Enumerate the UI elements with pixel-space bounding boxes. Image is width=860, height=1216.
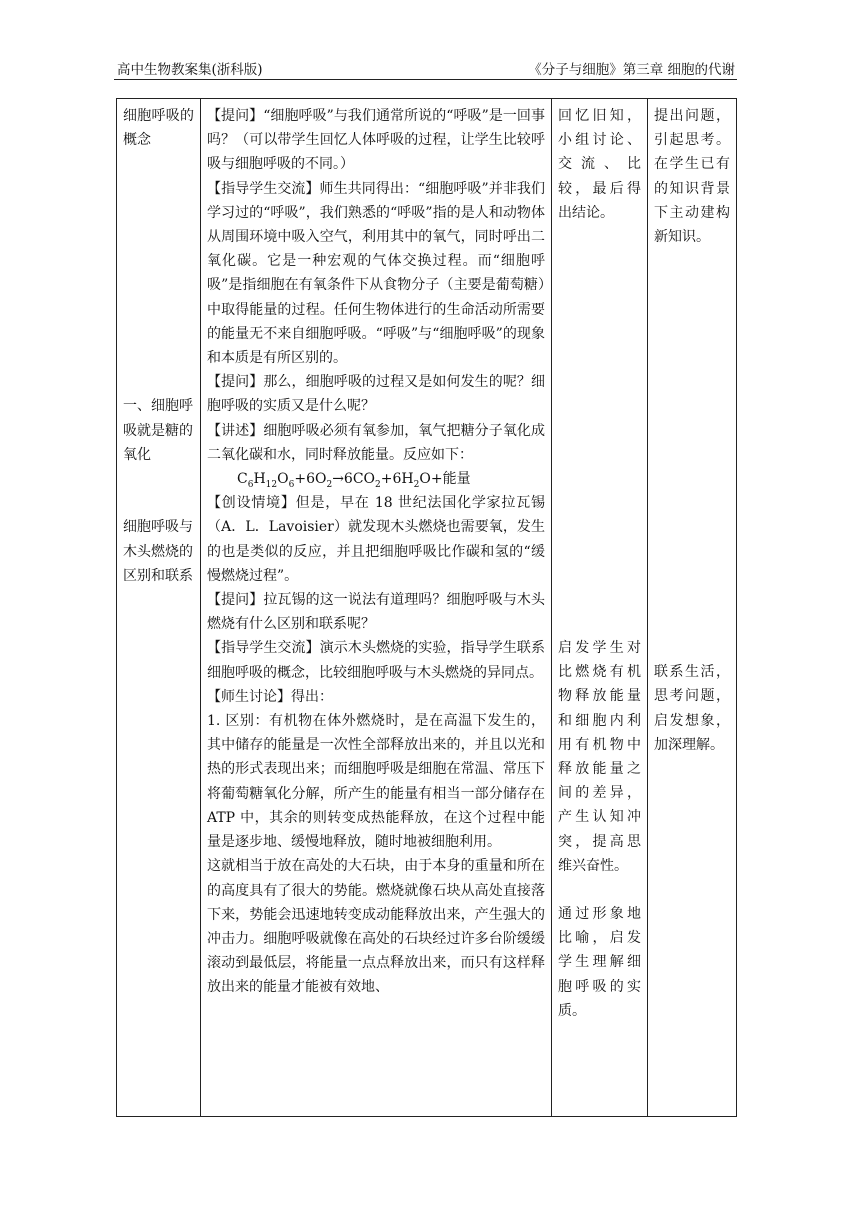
reaction-formula: $C_6H_{12}O_6+6O_2\to 6CO_2+6H_2O+$能量 [237, 471, 471, 490]
topic-sugar-oxidation: 一、细胞呼吸就是糖的氧化 [123, 398, 193, 463]
activity-2: 启发学生对比燃烧有机物释放能量和细胞内利用有机物中释放能量之间的差异，产生认知冲突，提高思维兴奋性。 [558, 640, 641, 874]
activity-1: 回忆旧知，小组讨论、交流、比较，最后得出结论。 [558, 108, 641, 221]
content-discussion: 【师生讨论】得出： [207, 688, 333, 705]
activity-3: 通过形象地比喻，启发学生理解细胞呼吸的实质。 [558, 906, 641, 1019]
content-question-2: 【提问】那么，细胞呼吸的过程又是如何发生的呢？细胞呼吸的实质又是什么呢？ [207, 374, 545, 415]
teaching-content-column [201, 99, 552, 1117]
topic-concept: 细胞呼吸的概念 [123, 108, 194, 149]
header-left: 高中生物教案集(浙科版) [117, 62, 263, 78]
table-row [117, 99, 737, 1117]
topic-burning-comparison: 细胞呼吸与木头燃烧的区别和联系 [123, 519, 193, 584]
content-analogy: 这就相当于放在高处的大石块，由于本身的重量和所在的高度具有了很大的势能。燃烧就像石块从高处直接落下来，势能会迅速地转变成动能释放出来，产生强大的冲击力。细胞呼吸就像在高处的石块经过许多台阶缓缓滚动到最低层，将能量一点点释放出来，而只有这样释放出来的能量才能被有效地、 [207, 858, 545, 996]
content-question-3: 【提问】拉瓦锡的这一说法有道理吗？细胞呼吸与木头燃烧有什么区别和联系呢？ [207, 592, 545, 633]
content-exchange-2: 【指导学生交流】演示木头燃烧的实验，指导学生联系细胞呼吸的概念，比较细胞呼吸与木头燃烧的异同点。 [207, 640, 545, 681]
header-rule [114, 79, 737, 80]
intent-1: 提出问题，引起思考。在学生已有的知识背景下主动建构新知识。 [654, 108, 730, 246]
design-intent-column [648, 99, 737, 1117]
intent-2: 联系生活，思考问题，启发想象，加深理解。 [654, 664, 730, 753]
student-activity-column [552, 99, 648, 1117]
content-lecture: 【讲述】细胞呼吸必须有氧参加，氧气把糖分子氧化成二氧化碳和水，同时释放能量。反应如下： [207, 422, 545, 463]
lesson-table [116, 98, 737, 1117]
content-difference: 1. 区别：有机物在体外燃烧时，是在高温下发生的，其中储存的能量是一次性全部释放出来的，并且以光和热的形式表现出来；而细胞呼吸是细胞在常温、常压下将葡萄糖氧化分解，所产生的能量有相当一部分储存在 ATP 中，其余的则转变成热能释放，在这个过程中能量是逐步地、缓慢地释放，随时地被细胞利用。 [207, 713, 545, 851]
topic-column [117, 99, 201, 1117]
content-question-1: 【提问】“细胞呼吸”与我们通常所说的“呼吸”是一回事吗？（可以带学生回忆人体呼吸的过程，让学生比较呼吸与细胞呼吸的不同。） [207, 108, 545, 173]
content-exchange-1: 【指导学生交流】师生共同得出：“细胞呼吸”并非我们学习过的“呼吸”，我们熟悉的“呼吸”指的是人和动物体从周围环境中吸入空气，利用其中的氧气，同时呼出二氧化碳。它是一种宏观的气体交换过程。而“细胞呼吸”是指细胞在有氧条件下从食物分子（主要是葡萄糖）中取得能量的过程。任何生物体进行的生命活动所需要的能量无不来自细胞呼吸。“呼吸”与“细胞呼吸”的现象和本质是有所区别的。 [207, 180, 545, 367]
content-scenario: 【创设情境】但是，早在 18 世纪法国化学家拉瓦锡（A．L．Lavoisier）就发现木头燃烧也需要氧，发生的也是类似的反应，并且把细胞呼吸比作碳和氢的“缓慢燃烧过程”。 [207, 495, 545, 584]
header-right: 《分子与细胞》第三章 细胞的代谢 [528, 62, 735, 78]
